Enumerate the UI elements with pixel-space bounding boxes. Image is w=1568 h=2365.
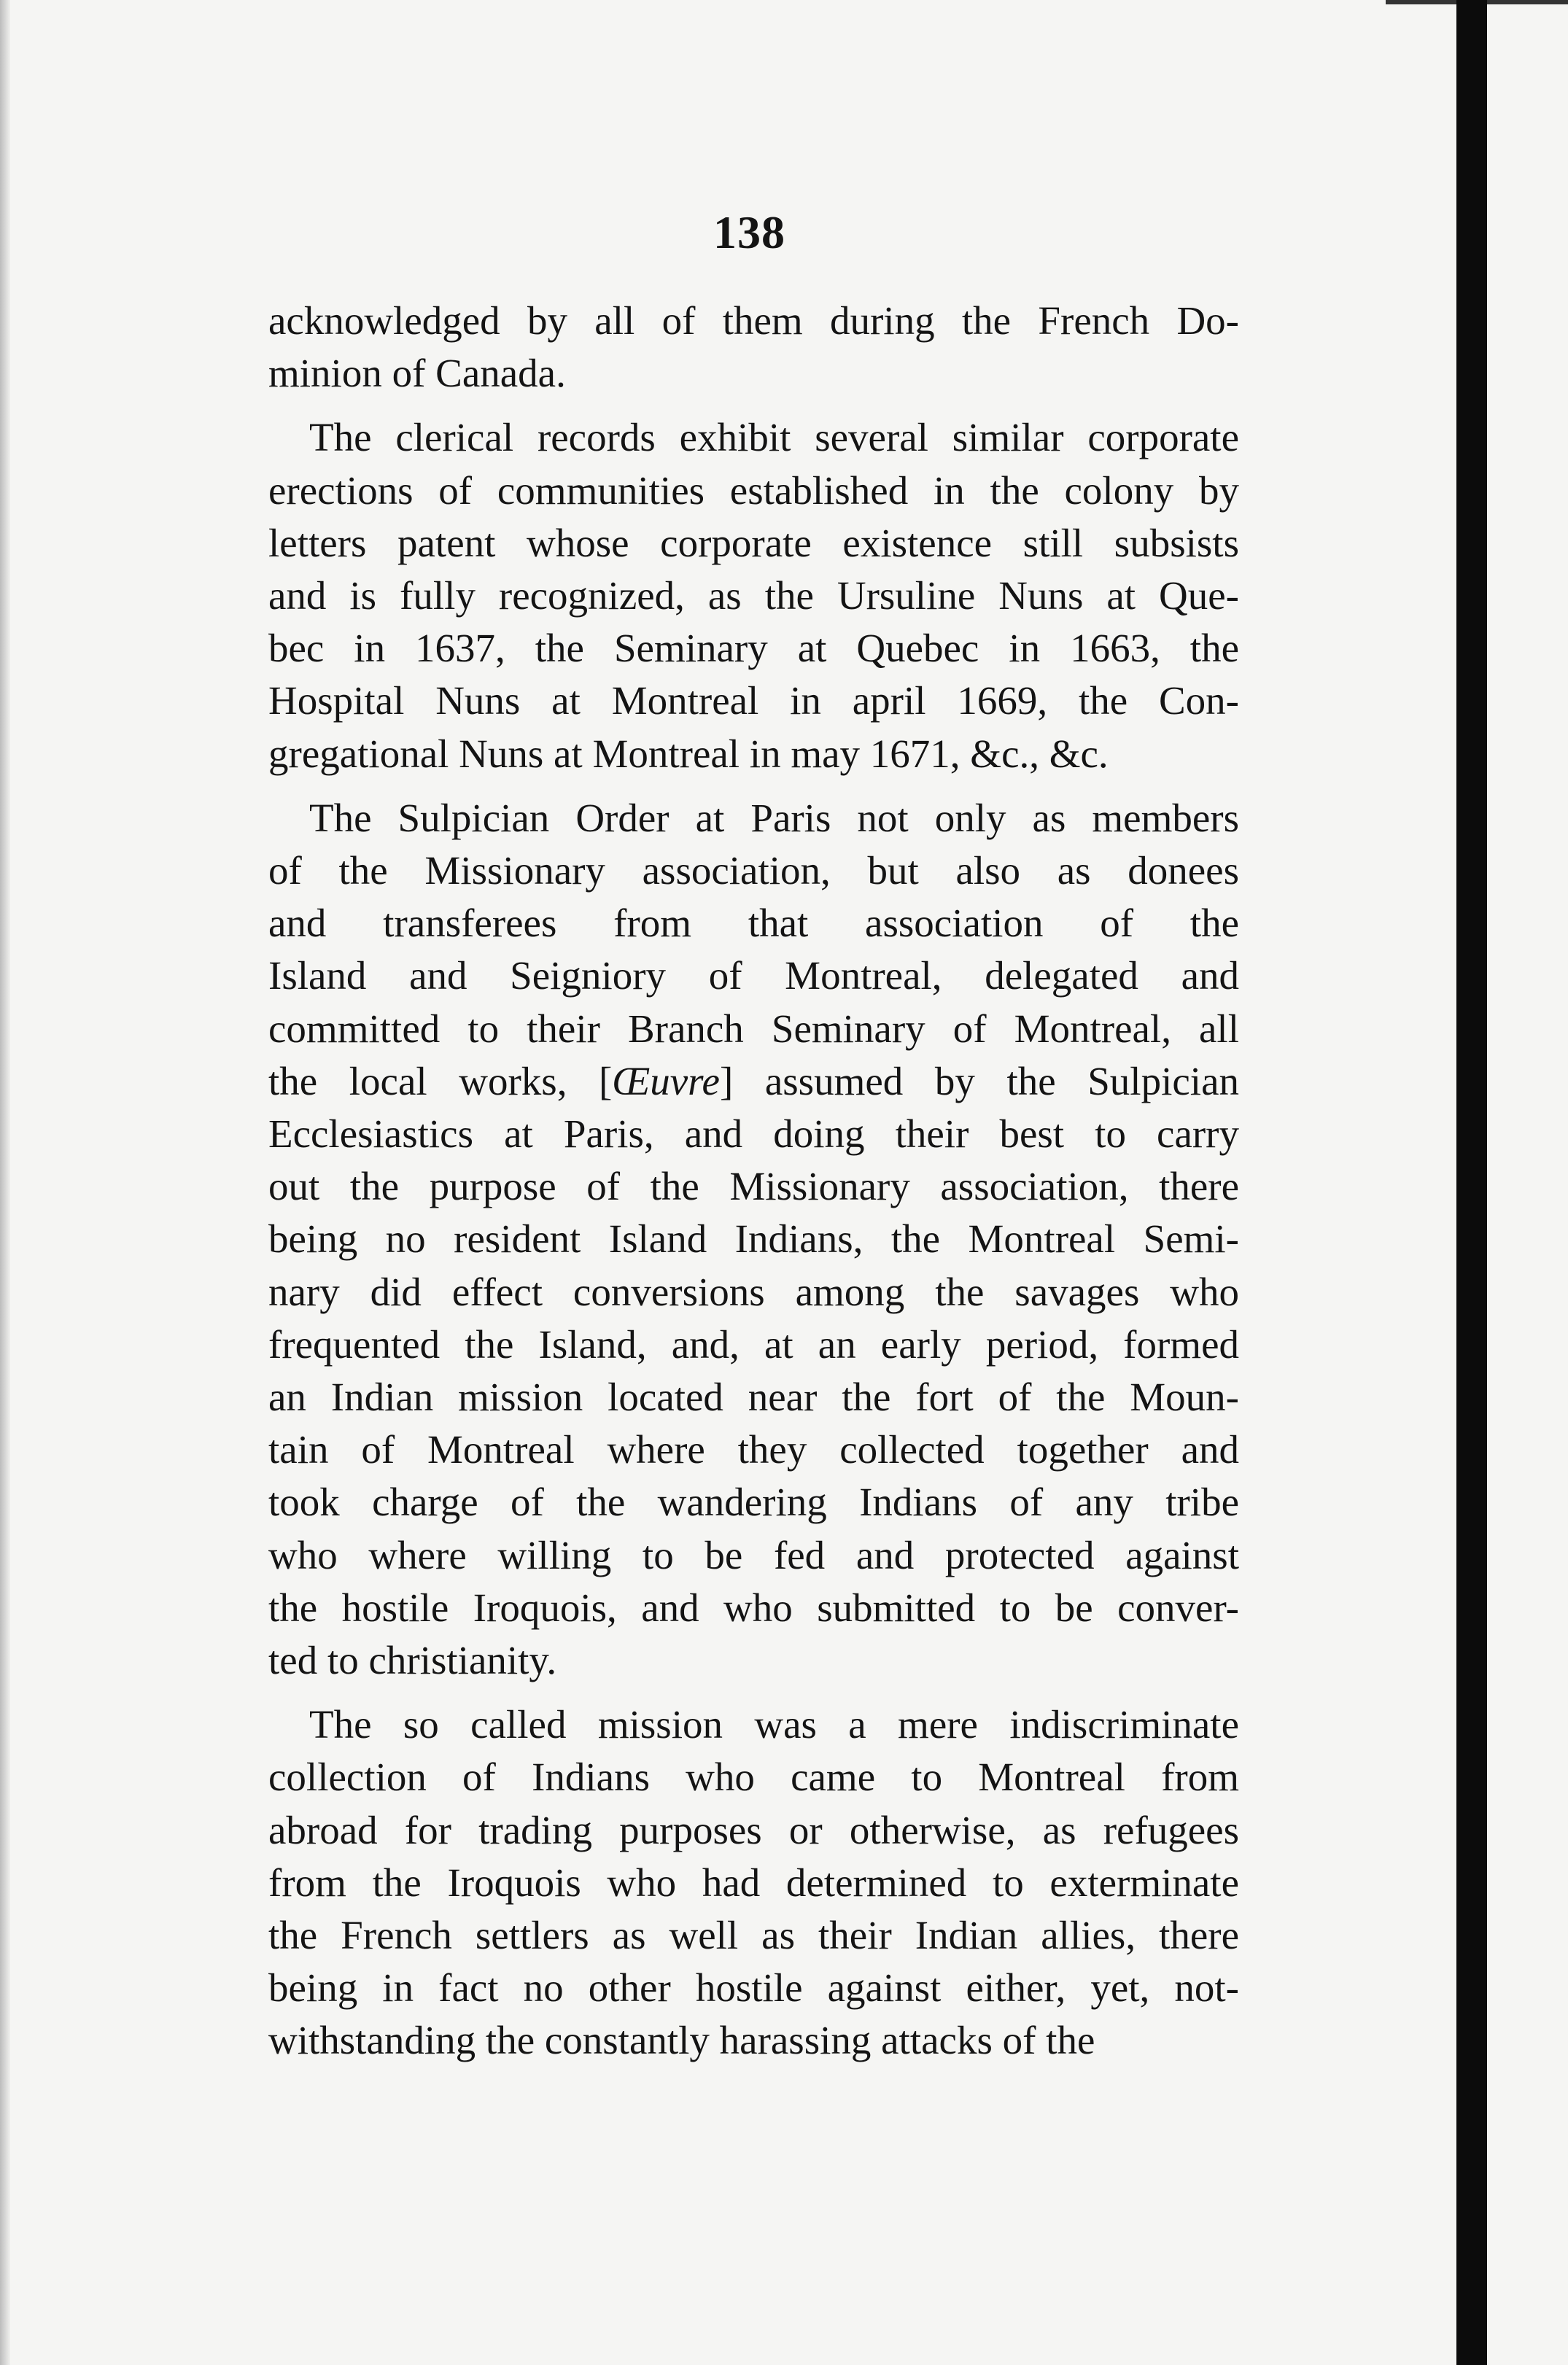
page-number: 138 [713,206,785,258]
text-line: of the Missionary association, but also as donees [268,848,1239,893]
text-line: from the Iroquois who had determined to exterminate [268,1860,1239,1905]
text-line: The so called mission was a mere indiscriminate [309,1702,1239,1747]
text-line: letters patent whose corporate existence still subsists [268,520,1239,565]
book-spine-shadow [1456,0,1487,2365]
text-line: took charge of the wandering Indians of any tribe [268,1480,1239,1525]
text-line: collection of Indians who came to Montreal from [268,1755,1239,1800]
text-line: the local works, [Œuvre] assumed by the Sulpician [268,1058,1239,1103]
text-line: Ecclesiastics at Paris, and doing their best to carry [268,1111,1239,1156]
page-left-edge [0,0,10,2365]
text-line: the French settlers as well as their Indian allies, there [268,1913,1239,1957]
text-line: Hospital Nuns at Montreal in april 1669, the Con- [268,678,1239,723]
text-line: gregational Nuns at Montreal in may 1671, &c., &c. [268,731,1109,776]
text-line: Island and Seigniory of Montreal, delegated and [268,953,1239,998]
text-line: The Sulpician Order at Paris not only as members [309,795,1239,840]
text-line: nary did effect conversions among the savages who [268,1269,1239,1314]
text-line: minion of Canada. [268,351,566,396]
text-line: withstanding the constantly harassing attacks of the [268,2018,1095,2063]
text-line: frequented the Island, and, at an early period, formed [268,1321,1239,1367]
text-line: out the purpose of the Missionary association, there [268,1164,1239,1209]
text-line: ted to christianity. [268,1638,557,1682]
text-line: and transferees from that association of the [268,901,1239,946]
text-line: being no resident Island Indians, the Montreal Semi- [268,1216,1239,1262]
text-line: abroad for trading purposes or otherwise, as refugees [268,1807,1239,1852]
text-line: being in fact no other hostile against either, yet, not- [268,1965,1239,2011]
text-line: who where willing to be fed and protected against [268,1532,1239,1577]
text-line: erections of communities established in the colony by [268,467,1239,513]
text-line: and is fully recognized, as the Ursuline Nuns at Que- [268,573,1239,618]
text-line: tain of Montreal where they collected together and [268,1427,1239,1472]
text-line: an Indian mission located near the fort of the Moun- [268,1375,1239,1419]
text-line: bec in 1637, the Seminary at Quebec in 1663, the [268,626,1239,671]
text-line: acknowledged by all of them during the French Do- [268,298,1239,343]
text-line: The clerical records exhibit several similar corporate [309,415,1239,460]
text-line: the hostile Iroquois, and who submitted to be conver- [268,1585,1239,1630]
text-line: committed to their Branch Seminary of Montreal, all [268,1006,1239,1051]
